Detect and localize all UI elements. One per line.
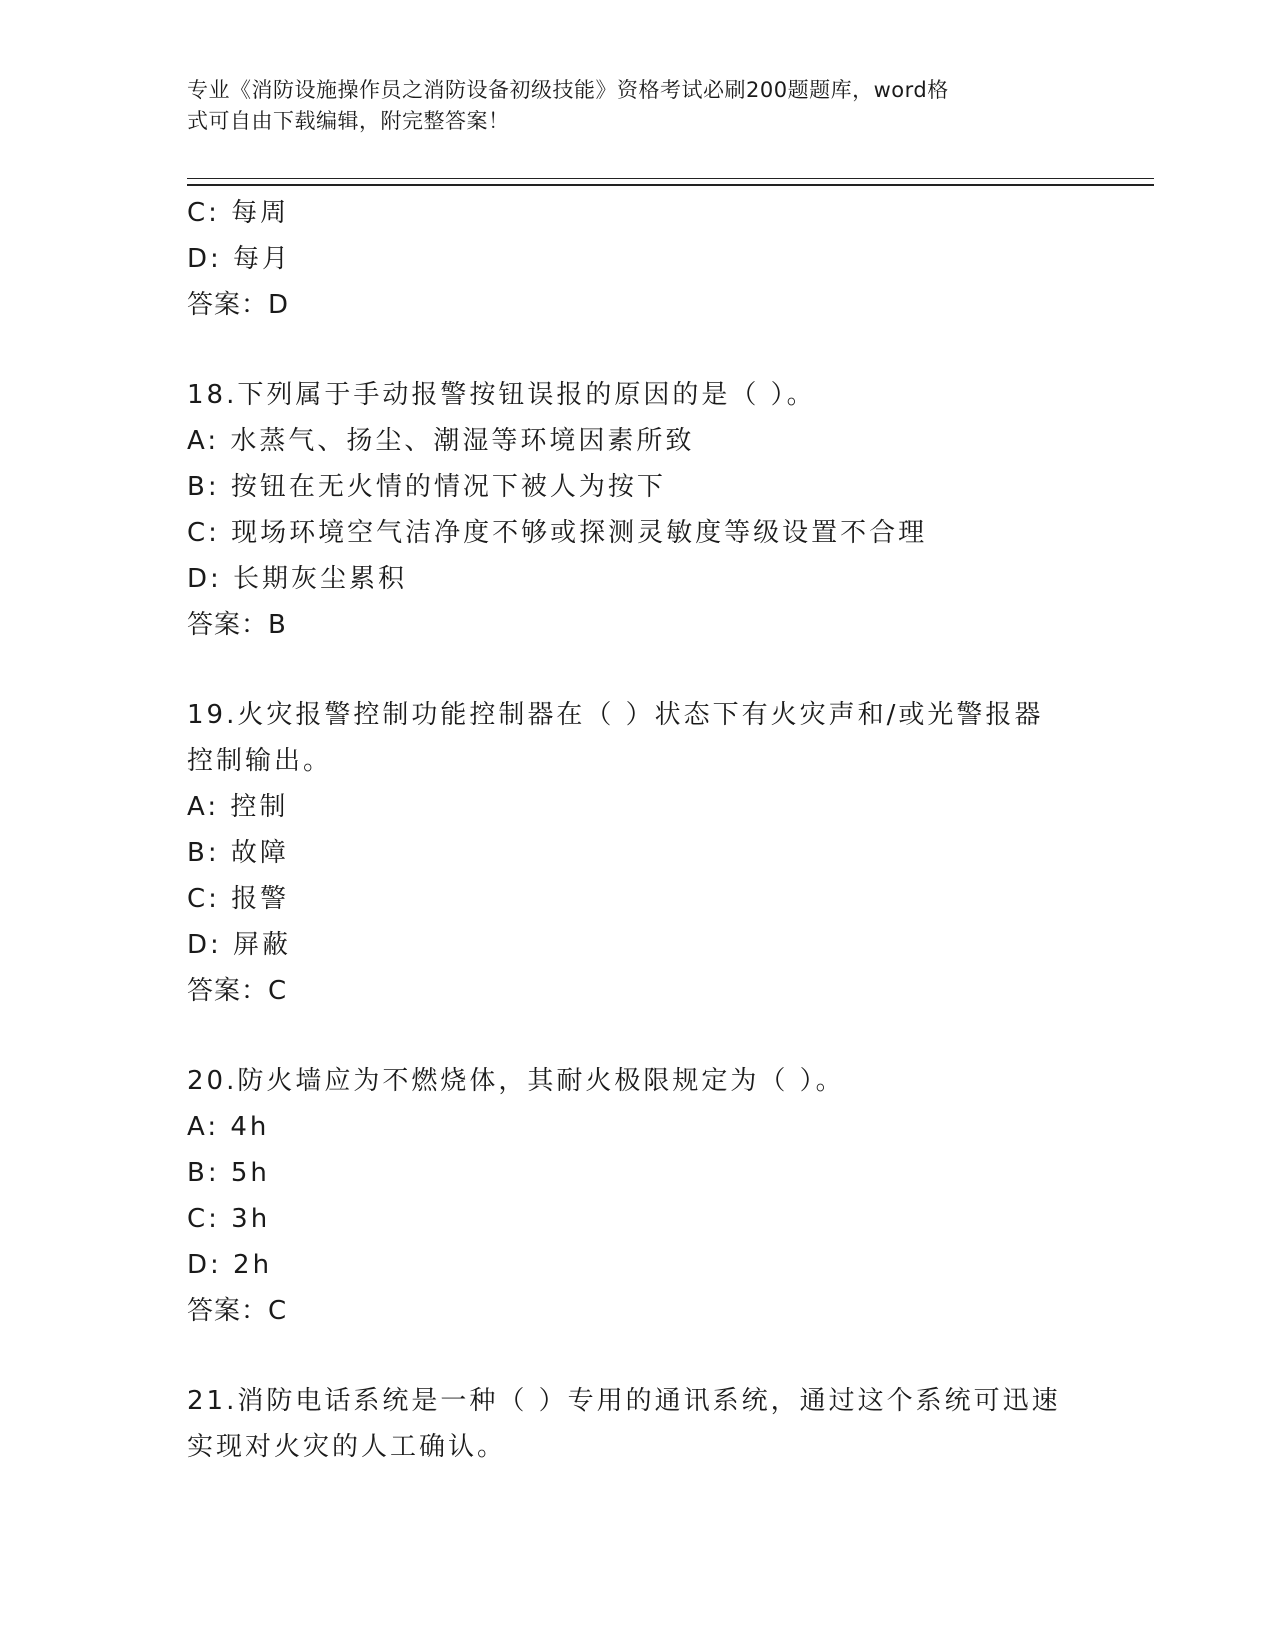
answer: 答案：D <box>187 290 290 320</box>
answer: 答案：C <box>187 1296 288 1326</box>
question-text-line-1: 21.消防电话系统是一种（ ）专用的通讯系统，通过这个系统可迅速 <box>187 1386 1061 1416</box>
question-text-line-1: 19.火灾报警控制功能控制器在（ ）状态下有火灾声和/或光警报器 <box>187 700 1044 730</box>
option-c: C: 3h <box>187 1204 271 1234</box>
spacer <box>187 1014 1087 1058</box>
option-a: A: 控制 <box>187 792 289 822</box>
spacer <box>187 328 1087 372</box>
option-a: A: 水蒸气、扬尘、潮湿等环境因素所致 <box>187 426 695 456</box>
option-c: C: 现场环境空气洁净度不够或探测灵敏度等级设置不合理 <box>187 518 928 548</box>
question-17-tail <box>187 190 1087 328</box>
question-19 <box>187 692 1087 1014</box>
question-text-line-2: 实现对火灾的人工确认。 <box>187 1432 507 1462</box>
option-d: D: 每月 <box>187 244 292 274</box>
question-text-line-2: 控制输出。 <box>187 746 333 776</box>
spacer <box>187 1334 1087 1378</box>
question-18 <box>187 372 1087 648</box>
question-text: 18.下列属于手动报警按钮误报的原因的是（ ）。 <box>187 380 816 410</box>
answer: 答案：B <box>187 610 287 640</box>
question-text: 20.防火墙应为不燃烧体，其耐火极限规定为（ ）。 <box>187 1066 845 1096</box>
document-header <box>187 75 1067 137</box>
option-b: B: 故障 <box>187 838 289 868</box>
header-title-line-2: 式可自由下载编辑，附完整答案！ <box>187 109 510 133</box>
header-divider <box>187 178 1154 186</box>
option-c: C: 报警 <box>187 884 290 914</box>
answer: 答案：C <box>187 976 288 1006</box>
option-d: D: 长期灰尘累积 <box>187 564 408 594</box>
option-a: A: 4h <box>187 1112 270 1142</box>
question-20 <box>187 1058 1087 1334</box>
option-b: B: 5h <box>187 1158 270 1188</box>
spacer <box>187 648 1087 692</box>
header-title-line-1: 专业《消防设施操作员之消防设备初级技能》资格考试必刷200题题库，word格 <box>187 78 949 102</box>
option-b: B: 按钮在无火情的情况下被人为按下 <box>187 472 666 502</box>
question-list <box>187 190 1087 1470</box>
option-d: D: 屏蔽 <box>187 930 292 960</box>
option-d: D: 2h <box>187 1250 273 1280</box>
question-21 <box>187 1378 1087 1470</box>
option-c: C: 每周 <box>187 198 290 228</box>
